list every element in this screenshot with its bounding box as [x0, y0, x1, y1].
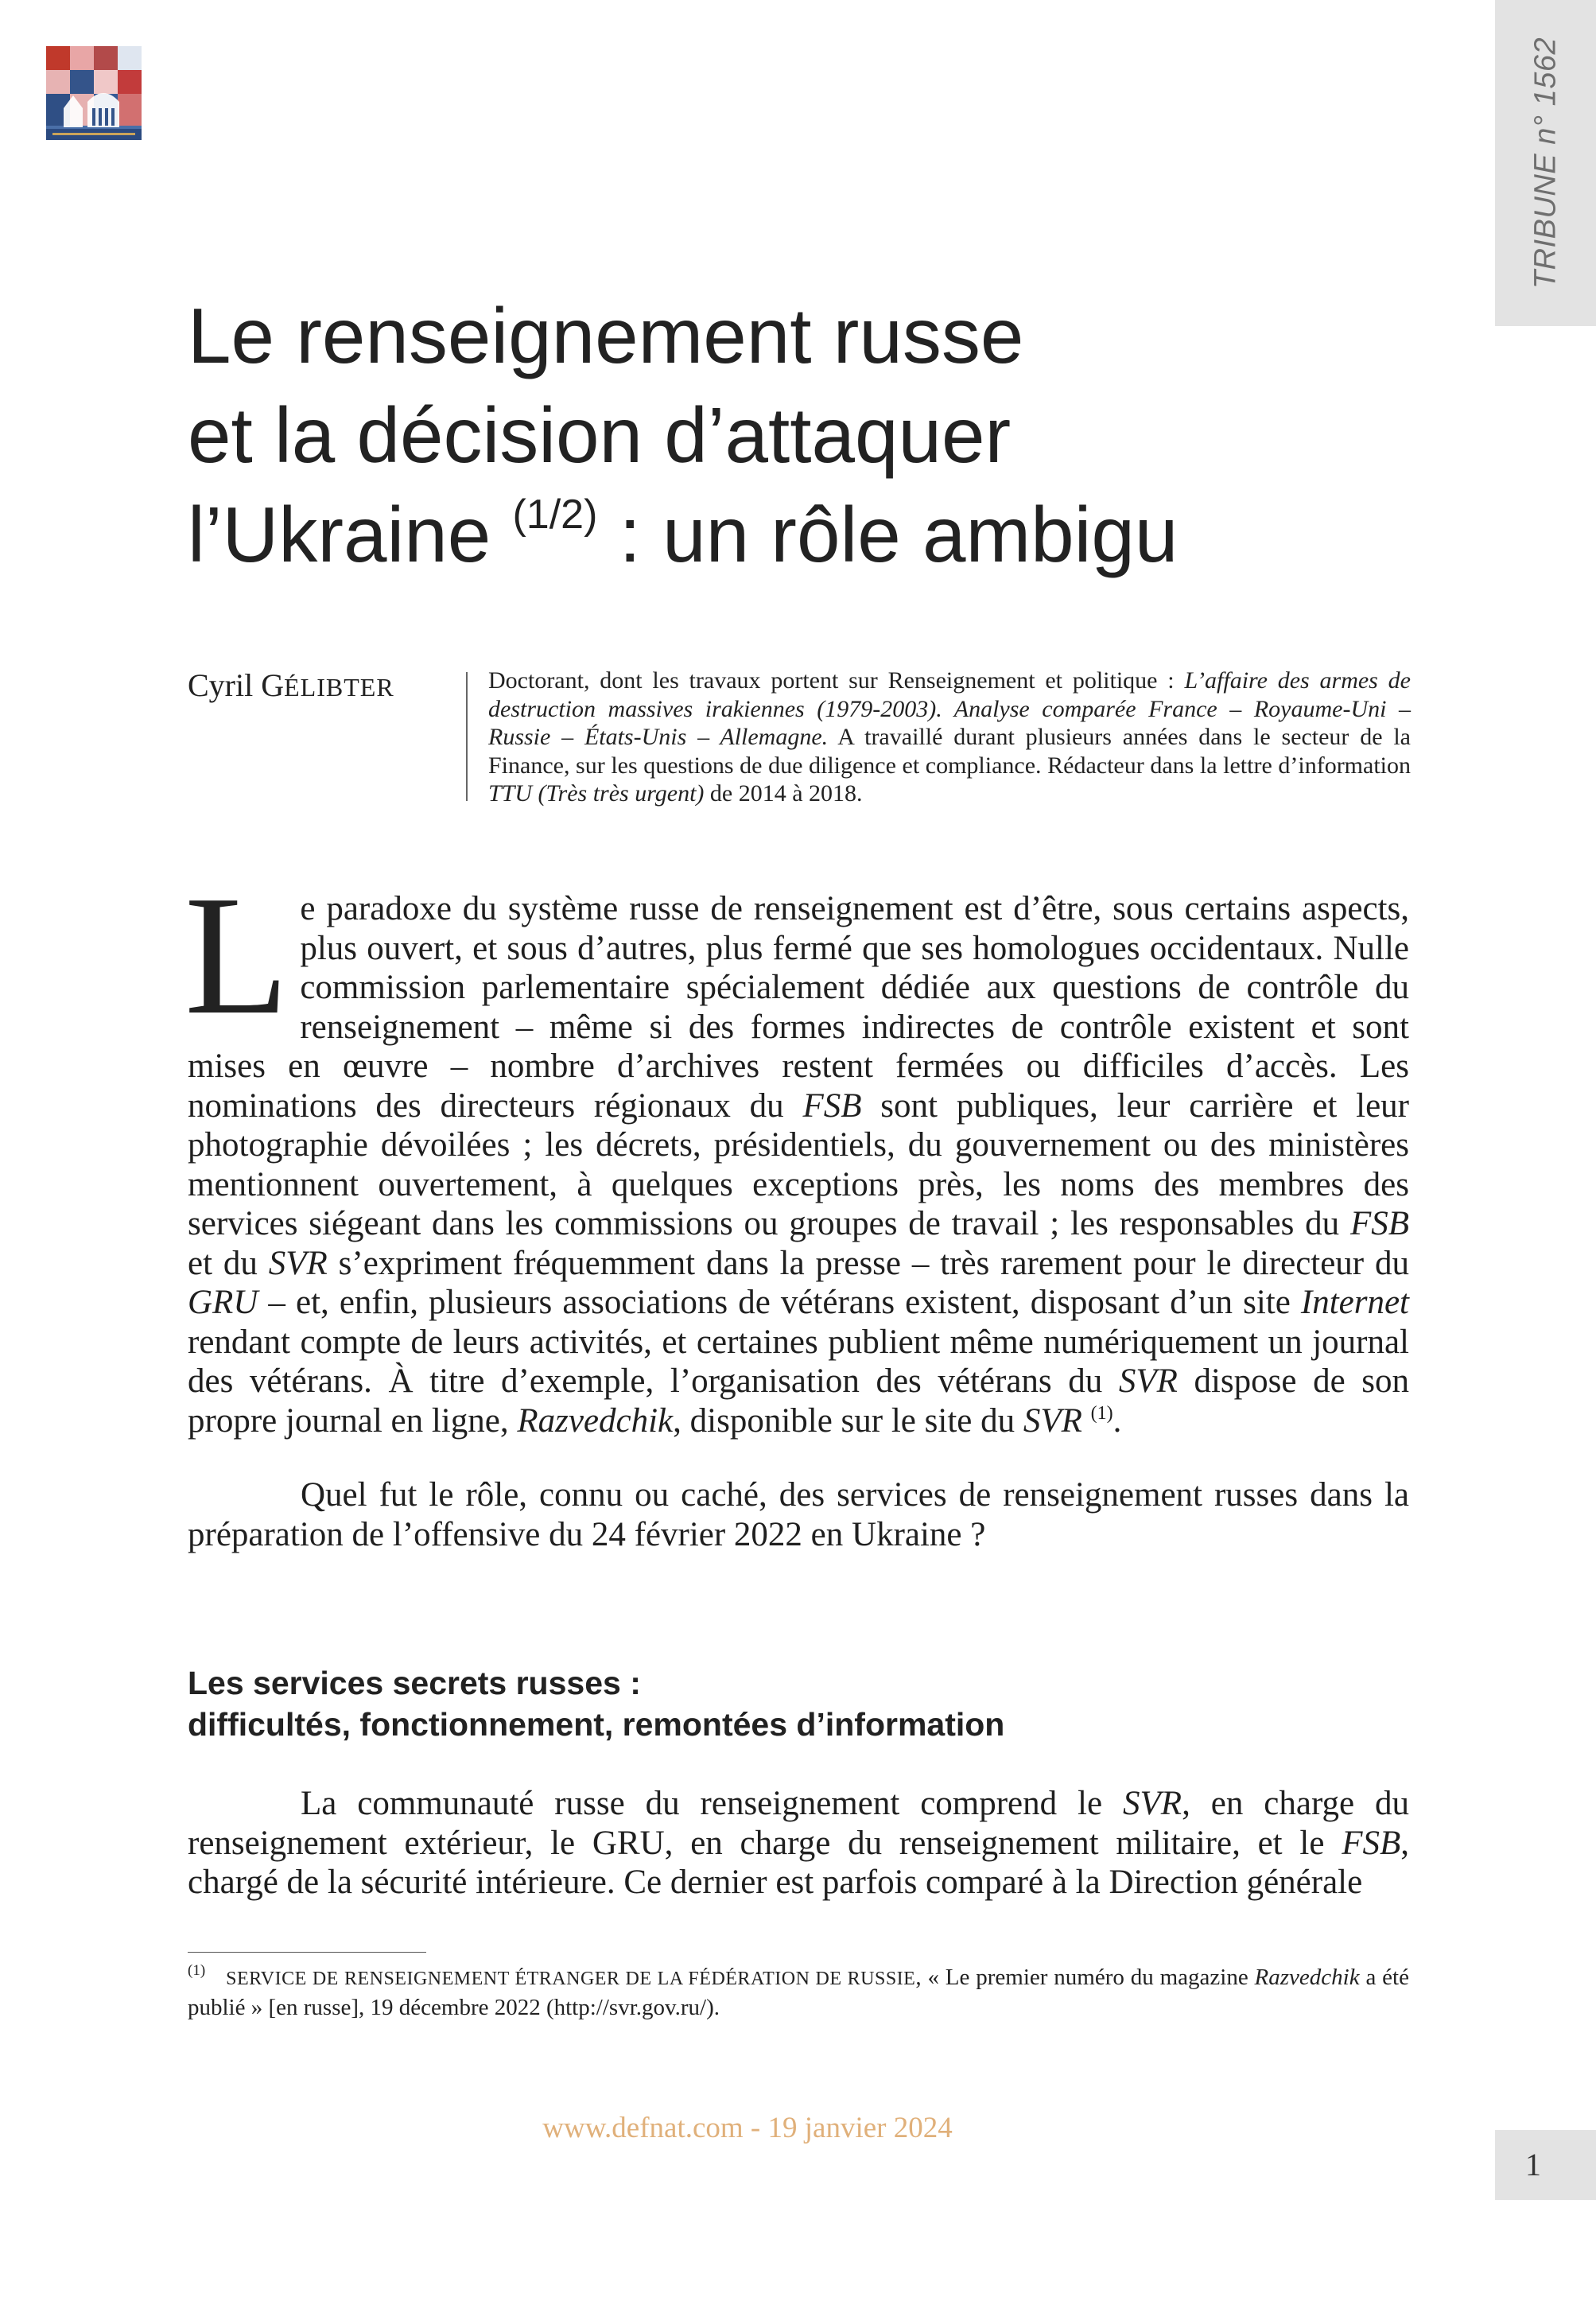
page-number: 1 — [1525, 2147, 1541, 2182]
author-divider — [466, 672, 468, 801]
page-number-box — [1495, 2130, 1596, 2200]
bio-thesis-title: L’affaire des armes de destruction massives irakiennes (1979-2003). Analyse comparée France – Royaume-Uni – Russie – États-Unis – Allemagne. — [488, 667, 1411, 750]
footnote-text-b: a été publié » [en russe], 19 décembre 2022 (http://svr.gov.ru/). — [188, 1965, 1409, 2020]
p1-gru: GRU — [188, 1284, 258, 1321]
s-svr: SVR — [1123, 1785, 1182, 1822]
section-heading-line-1: Les services secrets russes : — [188, 1665, 641, 1701]
p1-fsb: FSB — [802, 1086, 862, 1125]
footnote-source: SERVICE DE RENSEIGNEMENT ÉTRANGER DE LA FÉDÉRATION DE RUSSIE — [226, 1969, 916, 1989]
page-footer[interactable]: www.defnat.com - 19 janvier 2024 — [542, 2112, 953, 2144]
footnote-magazine: Razvedchik — [1254, 1965, 1360, 1990]
section-paragraph-1 — [188, 1784, 1409, 1903]
paragraph-2: Quel fut le rôle, connu ou caché, des services de renseignement russes dans la préparation de l’offensive du 24 février 2022 en Ukraine ? — [188, 1476, 1409, 1553]
p1-text-f: rendant compte de leurs activités, et certaines publient même numériquement un journal des vétérans. À titre d’exemple, l’organisation des vétérans du — [188, 1323, 1409, 1400]
tribune-side-tab — [1495, 0, 1596, 326]
defnat-logo-icon — [46, 46, 142, 140]
section-heading-line-2: difficultés, fonctionnement, remontées d’information — [188, 1706, 1005, 1743]
p1-text-c: et du — [188, 1244, 269, 1282]
title-line-2: et la décision d’attaquer — [188, 391, 1012, 479]
footnote-text-a: , « Le premier numéro du magazine — [915, 1965, 1255, 1990]
p1-end: . — [1113, 1401, 1122, 1440]
title-part-marker: (1/2) — [512, 492, 598, 538]
tribune-label: TRIBUNE n° 1562 — [1528, 37, 1562, 290]
p1-text-d: s’expriment fréquemment dans la presse – très rarement pour le directeur du — [327, 1244, 1409, 1282]
s-text-a: La communauté russe du renseignement comprend le — [301, 1785, 1124, 1822]
bio-text-1: Doctorant, dont les travaux portent sur Renseignement et politique : — [488, 667, 1185, 694]
p1-text-a: e paradoxe du système russe de renseignement est d’être, sous certains aspects, plus ouvert, et sous d’autres, plus fermé que ses homologues occidentaux. Nulle commission parlementaire spécialement dédiée aux questions de contrôle du renseignement – même si des formes indirectes de contrôle existent et sont mises en œuvre – nombre d’archives restent fermées ou difficiles d’accès. Les nominations des directeurs régionaux du — [188, 890, 1409, 1125]
author-bio — [488, 667, 1411, 808]
p1-text-h: , disponible sur le site du — [673, 1401, 1023, 1440]
p1-svr-2: SVR — [1118, 1362, 1178, 1400]
bio-newsletter: TTU (Très très urgent) — [488, 780, 705, 807]
drop-cap: L — [184, 860, 289, 1050]
bio-text-2: A travaillé durant plusieurs années dans le secteur de la Finance, sur les questions de due diligence et compliance. Rédacteur dans la lettre d’information — [488, 724, 1411, 779]
p1-razvedchik: Razvedchik — [517, 1401, 674, 1440]
bio-text-3: de 2014 à 2018. — [704, 780, 863, 807]
p1-text-e: – et, enfin, plusieurs associations de vétérans existent, disposant d’un site — [258, 1284, 1301, 1321]
footnote-divider — [188, 1952, 426, 1953]
paragraph-1 — [184, 860, 1409, 1440]
footnote-1 — [188, 1963, 1409, 2022]
s-fsb: FSB — [1342, 1824, 1401, 1862]
footnote-mark: (1) — [188, 1962, 206, 1979]
p1-text-b: sont publiques, leur carrière et leur photographie dévoilées ; les décrets, présidentiels, du gouvernement ou des ministères mentionnent ouvertement, à quelques exceptions près, les noms des membres des services siégeant dans les commissions ou groupes de travail ; les responsables du — [188, 1086, 1409, 1242]
section-heading — [188, 1662, 1004, 1745]
author-first-name: Cyril — [188, 667, 262, 703]
footnote-reference-1[interactable]: (1) — [1090, 1402, 1113, 1424]
p1-fsb-2: FSB — [1349, 1205, 1409, 1242]
p1-svr: SVR — [268, 1244, 328, 1282]
p1-text-g: dispose de son propre journal en ligne, — [188, 1362, 1409, 1440]
author-last-name-rest: ÉLIBTER — [284, 673, 394, 702]
title-line-3-end: : un rôle ambigu — [597, 491, 1179, 578]
p1-internet: Internet — [1300, 1284, 1409, 1321]
title-line-3-start: l’Ukraine — [188, 491, 513, 578]
author-last-name-initial: G — [261, 667, 285, 703]
s-text-c: , chargé de la sécurité intérieure. Ce dernier est parfois comparé à la Direction générale — [188, 1824, 1409, 1901]
section-body — [188, 1784, 1409, 1903]
title-line-3 — [188, 485, 1380, 585]
title-line-1: Le renseignement russe — [188, 292, 1024, 379]
article-title — [188, 286, 1380, 585]
author-name — [188, 667, 394, 704]
p1-svr-3: SVR — [1023, 1401, 1082, 1440]
article-body — [184, 860, 1409, 1554]
s-text-b: , en charge du renseignement extérieur, le GRU, en charge du renseignement militaire, et le — [188, 1785, 1409, 1862]
